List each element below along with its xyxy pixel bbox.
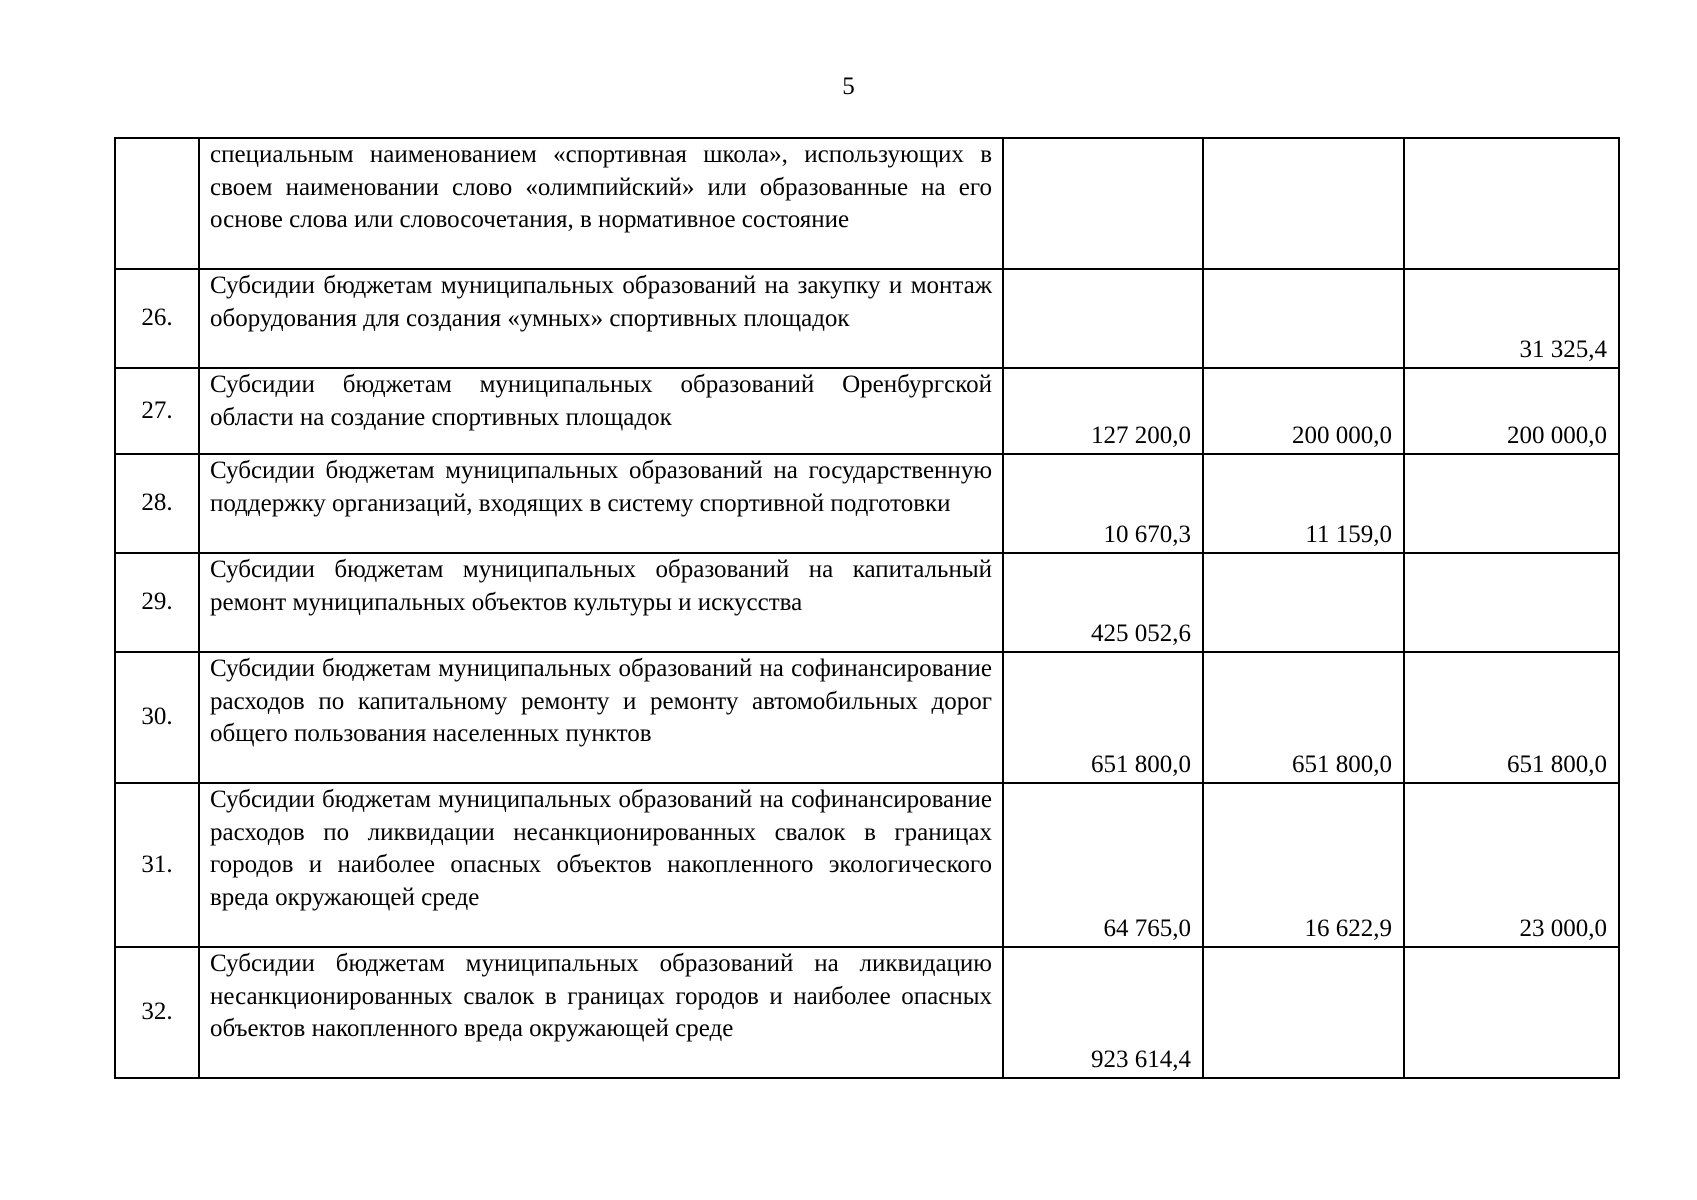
row-value-2: 200 000,0 <box>1203 368 1404 454</box>
row-description: Субсидии бюджетам муниципальных образований на государственную поддержку организаций, входящих в систему спортивной подготовки <box>199 454 1003 553</box>
row-value-1: 923 614,4 <box>1003 947 1203 1078</box>
row-number <box>115 138 199 269</box>
row-description: Субсидии бюджетам муниципальных образований Оренбургской области на создание спортивных площадок <box>199 368 1003 454</box>
row-value-3: 31 325,4 <box>1404 269 1619 368</box>
row-value-1: 64 765,0 <box>1003 783 1203 947</box>
table-row <box>115 947 1619 1078</box>
row-value-2 <box>1203 269 1404 368</box>
row-value-3 <box>1404 454 1619 553</box>
row-value-3 <box>1404 947 1619 1078</box>
row-number: 32. <box>115 947 199 1078</box>
row-value-2 <box>1203 947 1404 1078</box>
row-value-1: 10 670,3 <box>1003 454 1203 553</box>
row-description: Субсидии бюджетам муниципальных образований на закупку и монтаж оборудования для создания «умных» спортивных площадок <box>199 269 1003 368</box>
row-value-3 <box>1404 138 1619 269</box>
row-number: 29. <box>115 553 199 652</box>
row-value-2: 11 159,0 <box>1203 454 1404 553</box>
table-row <box>115 138 1619 269</box>
row-value-1 <box>1003 269 1203 368</box>
row-value-1: 127 200,0 <box>1003 368 1203 454</box>
row-description: Субсидии бюджетам муниципальных образований на софинансирование расходов по капитальному ремонту и ремонту автомобильных дорог общего пользования населенных пунктов <box>199 652 1003 783</box>
row-value-2 <box>1203 553 1404 652</box>
row-value-3: 651 800,0 <box>1404 652 1619 783</box>
table-row <box>115 553 1619 652</box>
row-value-2 <box>1203 138 1404 269</box>
row-number: 30. <box>115 652 199 783</box>
row-number: 26. <box>115 269 199 368</box>
table-row <box>115 368 1619 454</box>
table-row <box>115 269 1619 368</box>
row-number: 27. <box>115 368 199 454</box>
row-value-2: 651 800,0 <box>1203 652 1404 783</box>
row-number: 28. <box>115 454 199 553</box>
row-value-3 <box>1404 553 1619 652</box>
row-description: Субсидии бюджетам муниципальных образований на ликвидацию несанкционированных свалок в границах городов и наиболее опасных объектов накопленного вреда окружающей среде <box>199 947 1003 1078</box>
row-value-3: 23 000,0 <box>1404 783 1619 947</box>
row-number: 31. <box>115 783 199 947</box>
page-number: 5 <box>842 73 855 100</box>
table-row <box>115 454 1619 553</box>
row-value-1 <box>1003 138 1203 269</box>
row-value-1: 651 800,0 <box>1003 652 1203 783</box>
row-value-2: 16 622,9 <box>1203 783 1404 947</box>
row-description: Субсидии бюджетам муниципальных образований на софинансирование расходов по ликвидации несанкционированных свалок в границах городов и наиболее опасных объектов накопленного экологического вреда окружающей среде <box>199 783 1003 947</box>
row-description: специальным наименованием «спортивная школа», использующих в своем наименовании слово «олимпийский» или образованные на его основе слова или словосочетания, в нормативное состояние <box>199 138 1003 269</box>
row-value-3: 200 000,0 <box>1404 368 1619 454</box>
table-row <box>115 652 1619 783</box>
row-description: Субсидии бюджетам муниципальных образований на капитальный ремонт муниципальных объектов культуры и искусства <box>199 553 1003 652</box>
table-row <box>115 783 1619 947</box>
row-value-1: 425 052,6 <box>1003 553 1203 652</box>
subsidies-table <box>114 137 1620 1079</box>
